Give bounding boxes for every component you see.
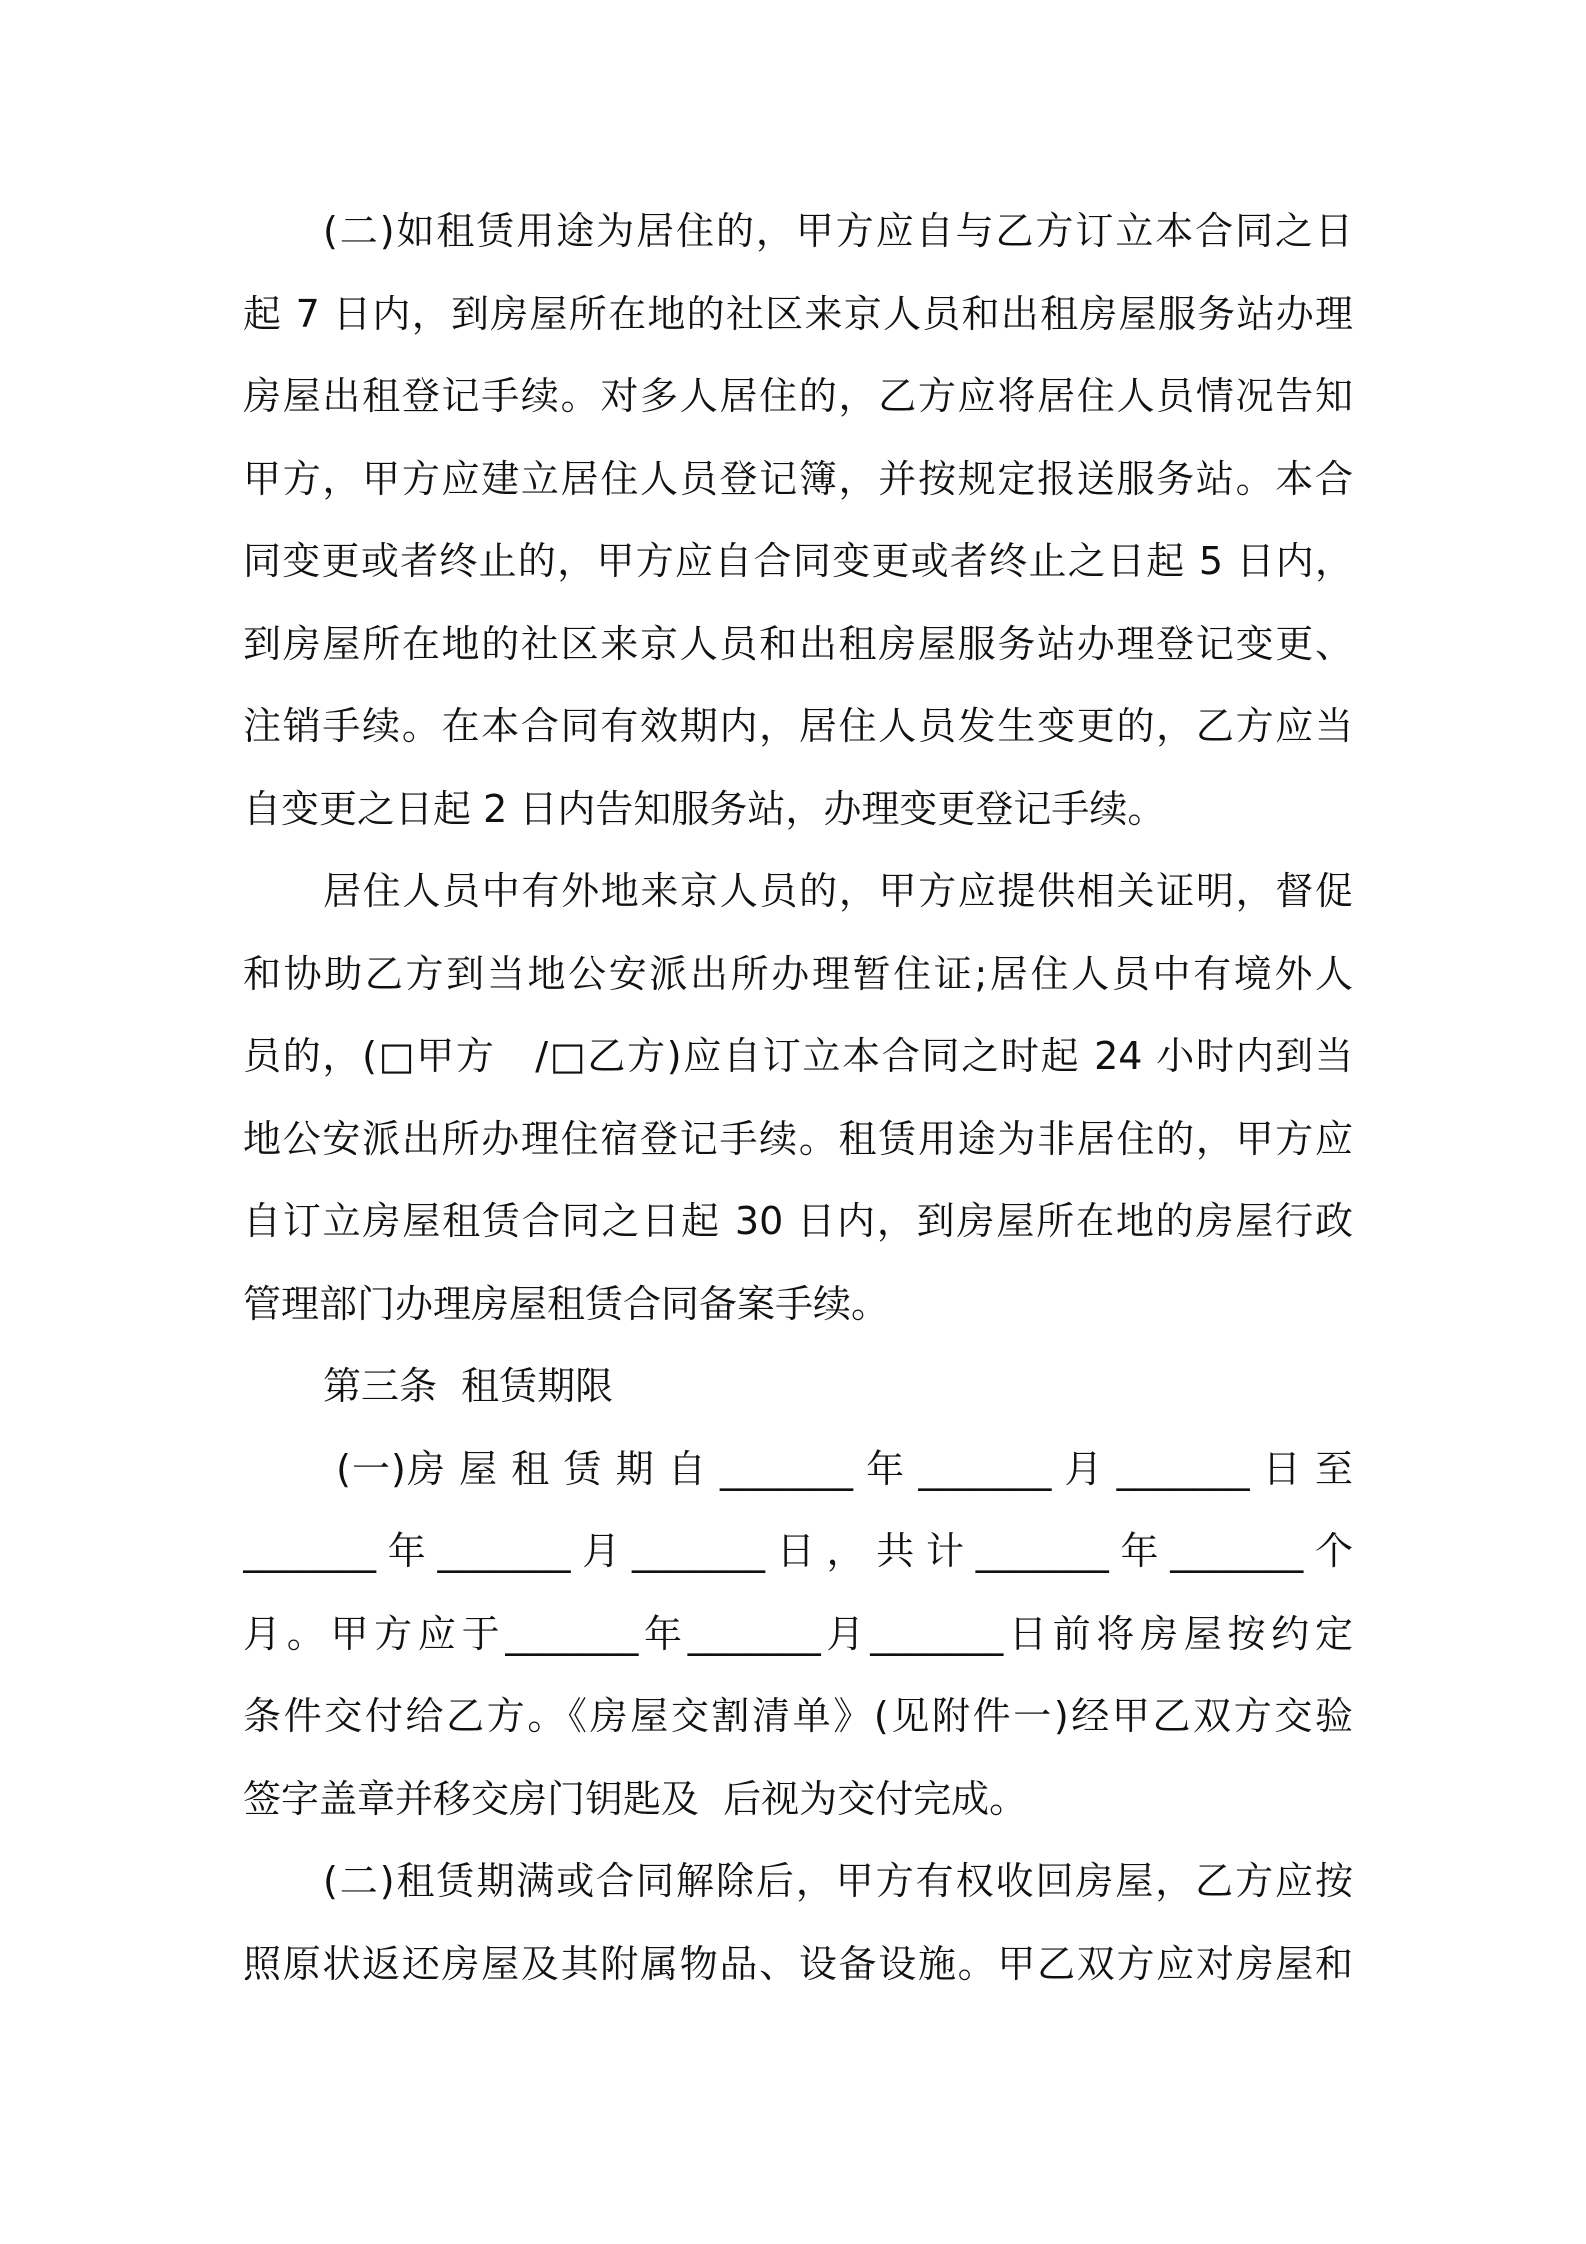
paragraph-2-line-4: 地公安派出所办理住宿登记手续。租赁用途为非居住的，甲方应 <box>243 1117 1353 1161</box>
paragraph-4-line-2: 照原状返还房屋及其附属物品、设备设施。甲乙双方应对房屋和 <box>243 1942 1353 1986</box>
paragraph-2-line-3: 员的，(□甲方 /□乙方)应自订立本合同之时起 24 小时内到当 <box>243 1034 1353 1078</box>
paragraph-1-line-5: 同变更或者终止的，甲方应自合同变更或者终止之日起 5 日内， <box>243 539 1353 583</box>
paragraph-3-line-1: (一)房 屋 租 赁 期 自 _______ 年 _______ 月 _______ 日 至 <box>323 1447 1353 1491</box>
paragraph-1-line-4: 甲方，甲方应建立居住人员登记簿，并按规定报送服务站。本合 <box>243 457 1353 501</box>
paragraph-4-line-1: (二)租赁期满或合同解除后，甲方有权收回房屋，乙方应按 <box>323 1859 1353 1903</box>
paragraph-1-line-7: 注销手续。在本合同有效期内，居住人员发生变更的，乙方应当 <box>243 704 1353 748</box>
paragraph-2-line-6: 管理部门办理房屋租赁合同备案手续。 <box>243 1282 890 1326</box>
paragraph-1-line-1: (二)如租赁用途为居住的，甲方应自与乙方订立本合同之日 <box>323 209 1353 253</box>
paragraph-3-line-3: 月。甲方应于_______年_______月_______日前将房屋按约定 <box>243 1612 1353 1656</box>
paragraph-2-line-5: 自订立房屋租赁合同之日起 30 日内，到房屋所在地的房屋行政 <box>243 1199 1353 1243</box>
paragraph-3-line-5: 签字盖章并移交房门钥匙及 后视为交付完成。 <box>243 1777 1028 1821</box>
paragraph-1-line-8: 自变更之日起 2 日内告知服务站，办理变更登记手续。 <box>243 787 1166 831</box>
paragraph-2-line-2: 和协助乙方到当地公安派出所办理暂住证;居住人员中有境外人 <box>243 952 1353 996</box>
paragraph-1-line-2: 起 7 日内，到房屋所在地的社区来京人员和出租房屋服务站办理 <box>243 292 1353 336</box>
paragraph-3-line-4: 条件交付给乙方。《房屋交割清单》(见附件一)经甲乙双方交验 <box>243 1694 1353 1738</box>
paragraph-1-line-3: 房屋出租登记手续。对多人居住的，乙方应将居住人员情况告知 <box>243 374 1353 418</box>
paragraph-2-line-1: 居住人员中有外地来京人员的，甲方应提供相关证明，督促 <box>323 869 1353 913</box>
paragraph-3-line-2: _______年_______月_______日，共计_______年_______个 <box>243 1529 1353 1573</box>
article-3-heading: 第三条 租赁期限 <box>323 1364 614 1408</box>
paragraph-1-line-6: 到房屋所在地的社区来京人员和出租房屋服务站办理登记变更、 <box>243 622 1353 666</box>
